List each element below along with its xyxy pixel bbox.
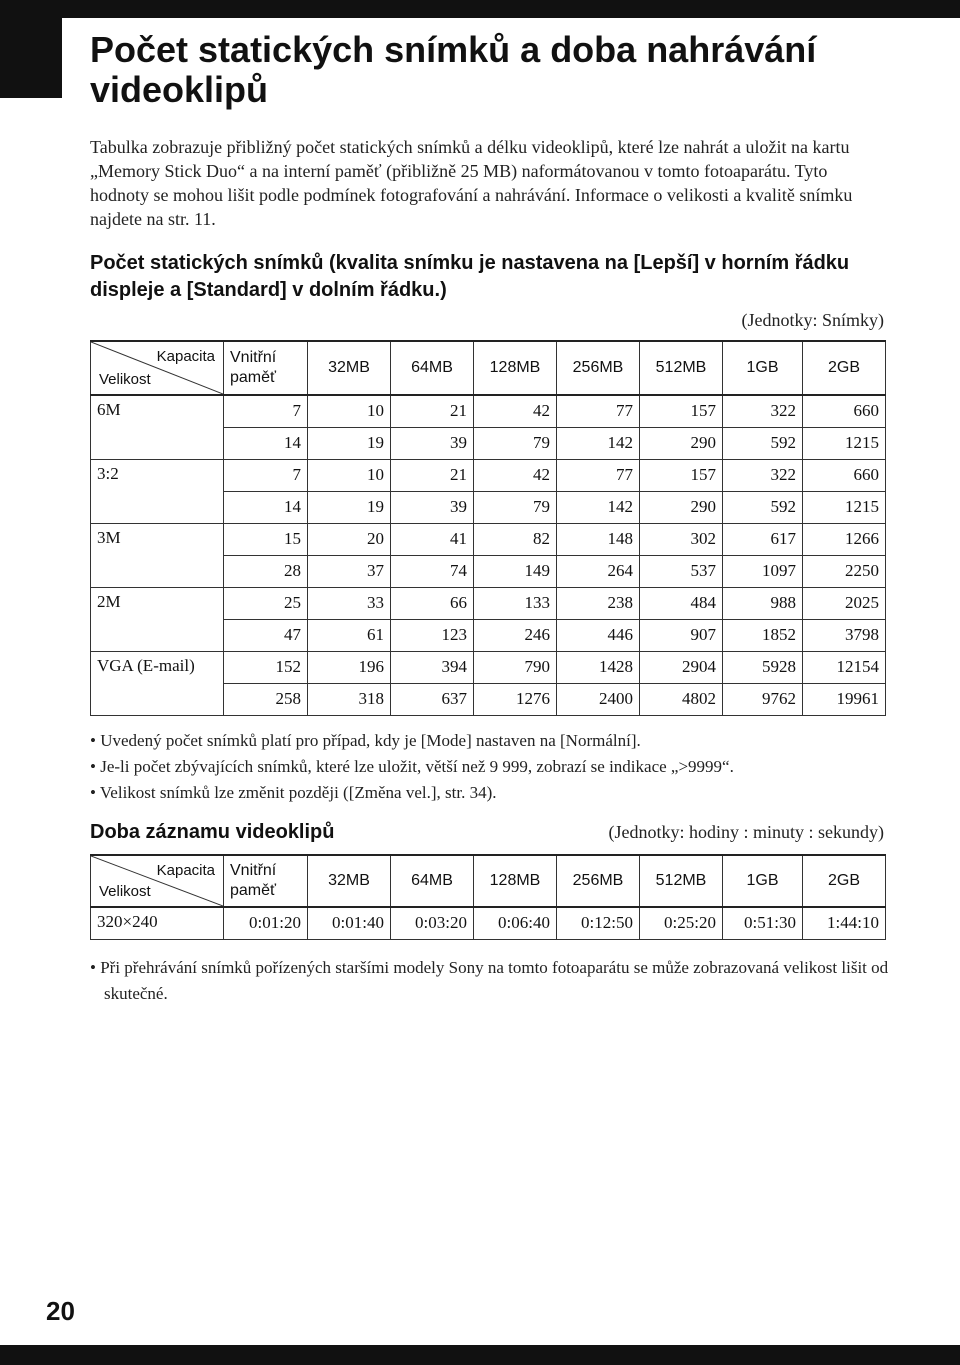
note-item: • Uvedený počet snímků platí pro případ, kdy je [Mode] nastaven na [Normální].: [90, 728, 890, 754]
value-cell: 157: [640, 459, 723, 491]
value-cell: 318: [308, 683, 391, 715]
column-header: 512MB: [640, 341, 723, 395]
value-cell: 322: [723, 459, 803, 491]
still-images-header-row: [91, 341, 886, 395]
value-cell: 446: [557, 619, 640, 651]
value-cell: 41: [391, 523, 474, 555]
column-header: 2GB: [803, 341, 886, 395]
movie-heading: Doba záznamu videoklipů: [90, 821, 335, 843]
movie-header-row: [91, 855, 886, 907]
value-cell: 1:44:10: [803, 907, 886, 939]
value-cell: 25: [224, 587, 308, 619]
value-cell: 617: [723, 523, 803, 555]
value-cell: 33: [308, 587, 391, 619]
value-cell: 42: [474, 395, 557, 427]
value-cell: 322: [723, 395, 803, 427]
value-cell: 484: [640, 587, 723, 619]
value-cell: 0:03:20: [391, 907, 474, 939]
column-header: 128MB: [474, 341, 557, 395]
value-cell: 592: [723, 427, 803, 459]
column-header: 512MB: [640, 855, 723, 907]
column-header: 256MB: [557, 341, 640, 395]
value-cell: 21: [391, 459, 474, 491]
value-cell: 0:01:20: [224, 907, 308, 939]
value-cell: 28: [224, 555, 308, 587]
value-cell: 133: [474, 587, 557, 619]
value-cell: 19961: [803, 683, 886, 715]
value-cell: 15: [224, 523, 308, 555]
column-header: 2GB: [803, 855, 886, 907]
value-cell: 37: [308, 555, 391, 587]
table-row: [91, 651, 886, 683]
value-cell: 1428: [557, 651, 640, 683]
value-cell: 39: [391, 491, 474, 523]
value-cell: 142: [557, 427, 640, 459]
column-header: 1GB: [723, 341, 803, 395]
column-header: 128MB: [474, 855, 557, 907]
value-cell: 2025: [803, 587, 886, 619]
column-header: 64MB: [391, 341, 474, 395]
corner-header: [91, 855, 224, 907]
value-cell: 988: [723, 587, 803, 619]
value-cell: 12154: [803, 651, 886, 683]
table-row: [91, 587, 886, 619]
note-item: • Velikost snímků lze změnit později ([Změna vel.], str. 34).: [90, 780, 890, 806]
value-cell: 1097: [723, 555, 803, 587]
table-row: [91, 459, 886, 491]
value-cell: 1852: [723, 619, 803, 651]
corner-size-label: Velikost: [99, 883, 151, 900]
value-cell: 5928: [723, 651, 803, 683]
value-cell: 9762: [723, 683, 803, 715]
value-cell: 238: [557, 587, 640, 619]
table-row: [91, 523, 886, 555]
value-cell: 148: [557, 523, 640, 555]
value-cell: 637: [391, 683, 474, 715]
value-cell: 77: [557, 395, 640, 427]
movie-body: [91, 907, 886, 939]
value-cell: 2250: [803, 555, 886, 587]
value-cell: 123: [391, 619, 474, 651]
value-cell: 1276: [474, 683, 557, 715]
movie-units: (Jednotky: hodiny : minuty : sekundy): [608, 822, 884, 842]
column-header: 64MB: [391, 855, 474, 907]
note-item: • Při přehrávání snímků pořízených staršími modely Sony na tomto fotoaparátu se může zobrazovaná velikost lišit od skutečné.: [90, 955, 890, 1007]
corner-size-label: Velikost: [99, 371, 151, 388]
value-cell: 47: [224, 619, 308, 651]
value-cell: 2904: [640, 651, 723, 683]
size-cell: 3:2: [91, 459, 224, 523]
value-cell: 39: [391, 427, 474, 459]
corner-block: [0, 0, 62, 98]
column-header: 32MB: [308, 855, 391, 907]
column-header: 256MB: [557, 855, 640, 907]
value-cell: 0:25:20: [640, 907, 723, 939]
value-cell: 4802: [640, 683, 723, 715]
corner-capacity-label: Kapacita: [156, 348, 215, 365]
value-cell: 10: [308, 459, 391, 491]
value-cell: 790: [474, 651, 557, 683]
bottom-bar: [0, 1345, 960, 1365]
page-number: 20: [46, 1296, 75, 1326]
column-header: 1GB: [723, 855, 803, 907]
value-cell: 74: [391, 555, 474, 587]
value-cell: 142: [557, 491, 640, 523]
value-cell: 3798: [803, 619, 886, 651]
value-cell: 1215: [803, 427, 886, 459]
column-header: Vnitřní paměť: [224, 341, 308, 395]
value-cell: 907: [640, 619, 723, 651]
value-cell: 264: [557, 555, 640, 587]
value-cell: 66: [391, 587, 474, 619]
value-cell: 79: [474, 427, 557, 459]
value-cell: 660: [803, 395, 886, 427]
value-cell: 82: [474, 523, 557, 555]
value-cell: 302: [640, 523, 723, 555]
size-cell: 3M: [91, 523, 224, 587]
value-cell: 0:12:50: [557, 907, 640, 939]
value-cell: 77: [557, 459, 640, 491]
column-header: 32MB: [308, 341, 391, 395]
value-cell: 290: [640, 427, 723, 459]
size-cell: VGA (E-mail): [91, 651, 224, 715]
column-header: Vnitřní paměť: [224, 855, 308, 907]
value-cell: 14: [224, 491, 308, 523]
value-cell: 149: [474, 555, 557, 587]
value-cell: 0:51:30: [723, 907, 803, 939]
value-cell: 19: [308, 427, 391, 459]
value-cell: 7: [224, 459, 308, 491]
value-cell: 21: [391, 395, 474, 427]
note-item: • Je-li počet zbývajících snímků, které lze uložit, větší než 9 999, zobrazí se indikace „>9999“.: [90, 754, 890, 780]
value-cell: 79: [474, 491, 557, 523]
value-cell: 14: [224, 427, 308, 459]
value-cell: 1215: [803, 491, 886, 523]
value-cell: 61: [308, 619, 391, 651]
value-cell: 20: [308, 523, 391, 555]
value-cell: 10: [308, 395, 391, 427]
value-cell: 157: [640, 395, 723, 427]
value-cell: 660: [803, 459, 886, 491]
movie-notes: [90, 955, 890, 1007]
table-row: [91, 907, 886, 939]
value-cell: 394: [391, 651, 474, 683]
value-cell: 537: [640, 555, 723, 587]
size-cell: 320×240: [91, 907, 224, 939]
movie-table: [90, 854, 886, 940]
page-title: Počet statických snímků a doba nahrávání videoklipů: [90, 29, 817, 110]
size-cell: 6M: [91, 395, 224, 459]
value-cell: 0:06:40: [474, 907, 557, 939]
intro-paragraph: Tabulka zobrazuje přibližný počet statických snímků a délku videoklipů, které lze nahrát a uložit na kartu „Memory Stick Duo“ a na interní paměť (přibližně 25 MB) naformátovanou v tomto fotoaparátu. Tyto hodnoty se mohou lišit podle podmínek fotografování a nahrávání. Informace o velikosti a kvalitě snímku najdete na str. 11.: [90, 137, 853, 229]
table-row: [91, 395, 886, 427]
size-cell: 2M: [91, 587, 224, 651]
value-cell: 1266: [803, 523, 886, 555]
still-images-notes: [90, 728, 890, 806]
value-cell: 7: [224, 395, 308, 427]
value-cell: 592: [723, 491, 803, 523]
value-cell: 246: [474, 619, 557, 651]
value-cell: 42: [474, 459, 557, 491]
value-cell: 290: [640, 491, 723, 523]
value-cell: 152: [224, 651, 308, 683]
value-cell: 258: [224, 683, 308, 715]
still-images-table: [90, 340, 886, 716]
value-cell: 196: [308, 651, 391, 683]
still-images-units: (Jednotky: Snímky): [741, 310, 884, 330]
value-cell: 2400: [557, 683, 640, 715]
top-bar: [62, 0, 960, 18]
still-images-body: [91, 395, 886, 715]
value-cell: 0:01:40: [308, 907, 391, 939]
corner-header: [91, 341, 224, 395]
corner-capacity-label: Kapacita: [156, 862, 215, 879]
still-images-heading: Počet statických snímků (kvalita snímku je nastavena na [Lepší] v horním řádku displeje a [Standard] v dolním řádku.): [90, 252, 850, 301]
value-cell: 19: [308, 491, 391, 523]
